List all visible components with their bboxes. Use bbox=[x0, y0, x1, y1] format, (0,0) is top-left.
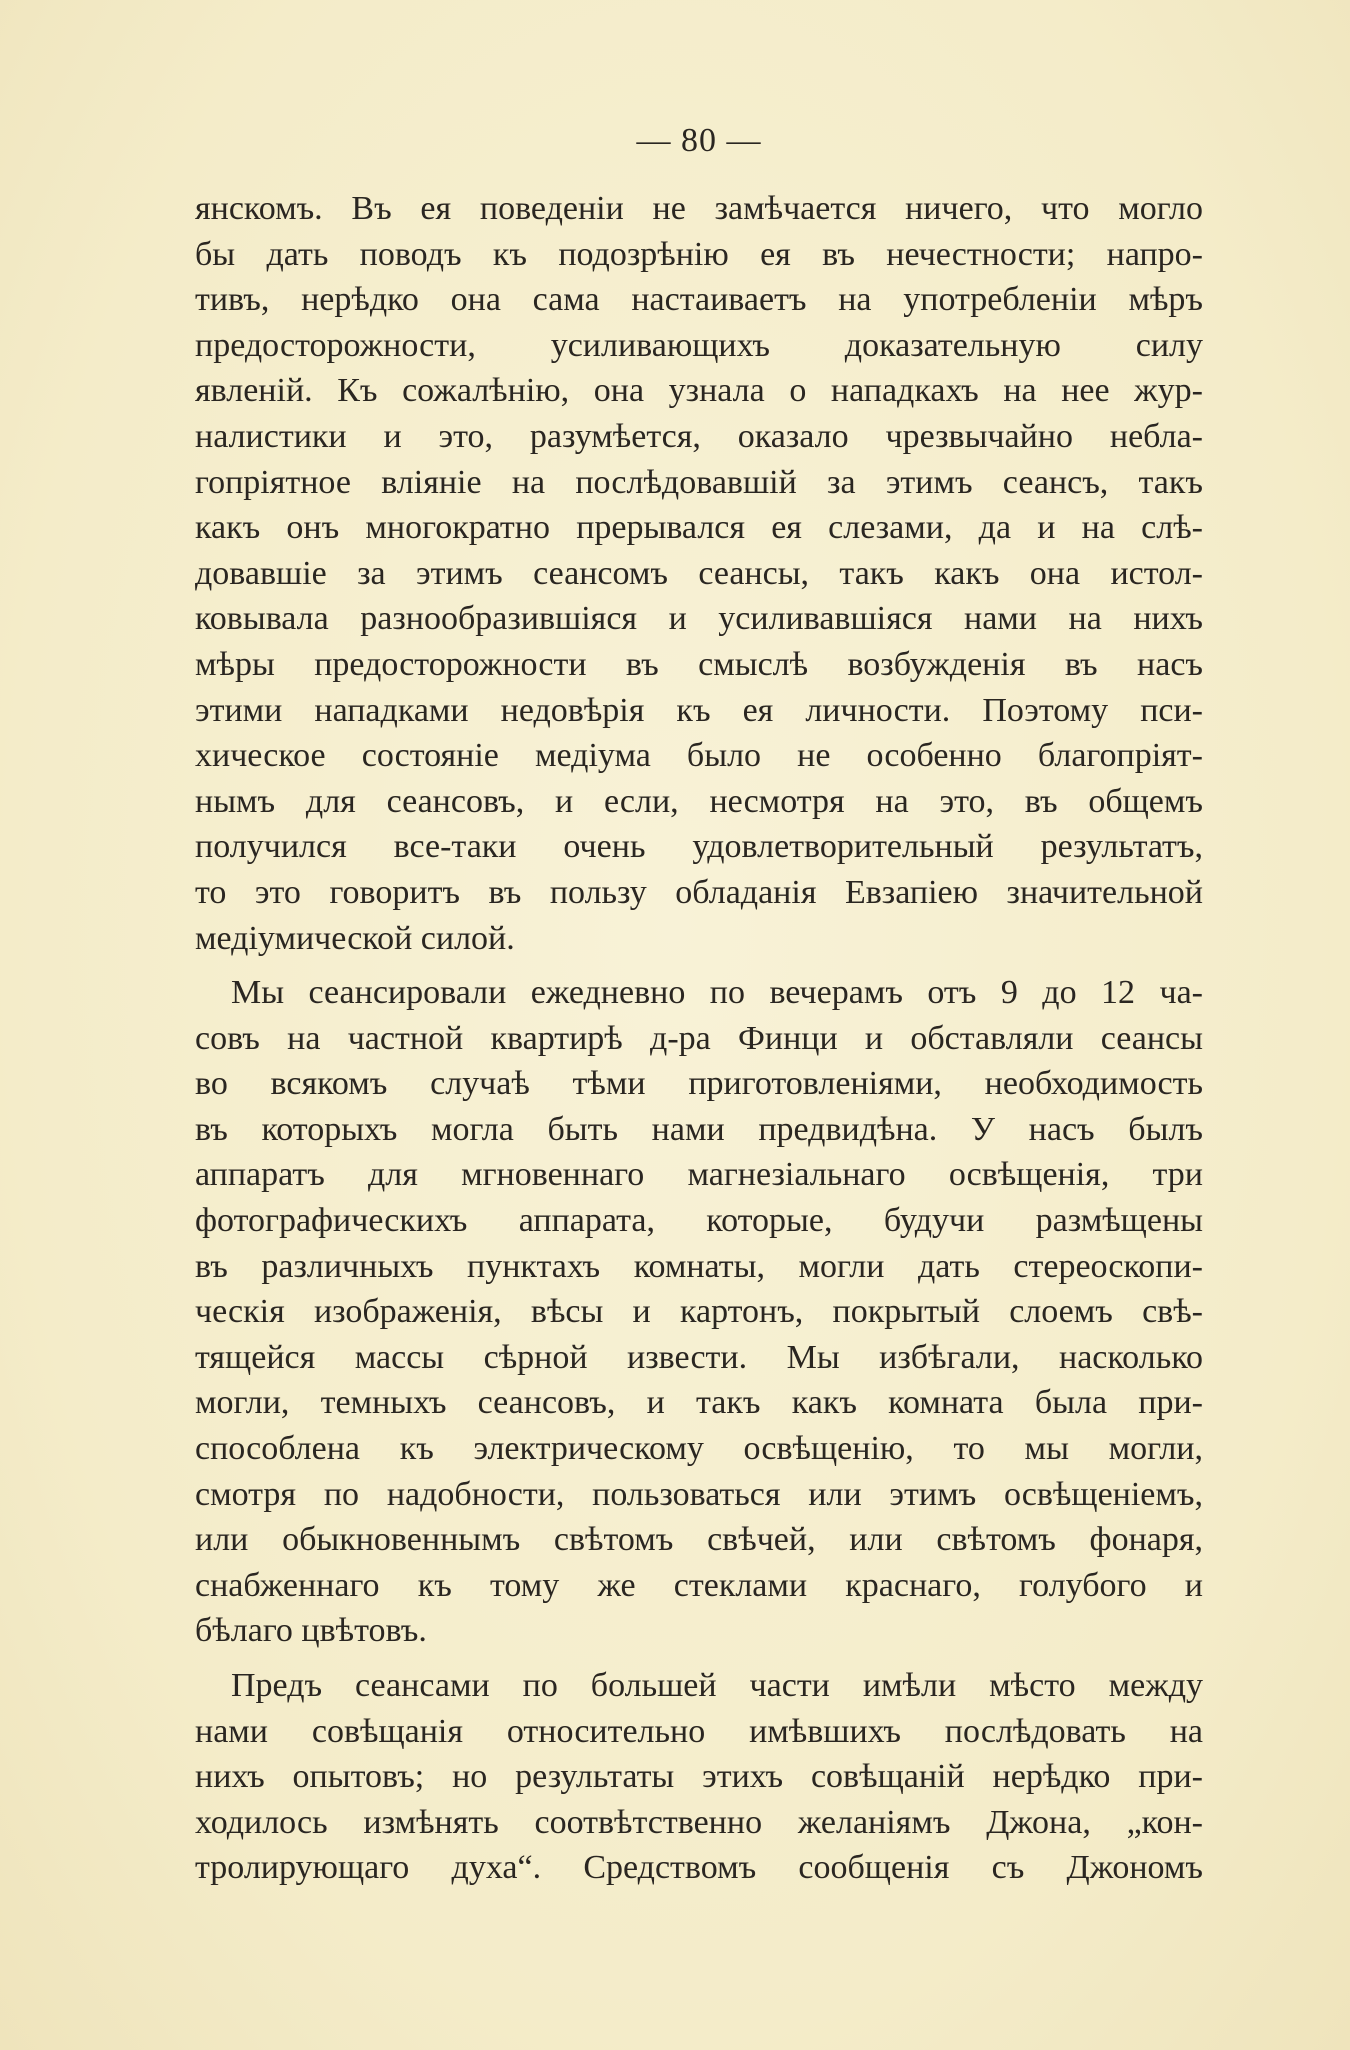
text-line: налистики и это, разумѣется, оказало чрезвычайно небла- bbox=[195, 417, 1203, 455]
text-line: аппаратъ для мгновеннаго магнезiальнаго освѣщенiя, три bbox=[195, 1156, 1203, 1194]
text-line: Мы сеансировали ежедневно по вечерамъ отъ 9 до 12 ча- bbox=[231, 974, 1203, 1012]
text-line: тящейся массы сѣрной извести. Мы избѣгали, насколько bbox=[195, 1338, 1203, 1376]
text-line: медiумической силой. bbox=[195, 919, 515, 957]
text-line: тролирующаго духа“. Средствомъ сообщенiя съ Джономъ bbox=[195, 1849, 1203, 1887]
paragraph-2 bbox=[195, 970, 1203, 1654]
book-page bbox=[195, 118, 1203, 1891]
text-line: Предъ сеансами по большей части имѣли мѣсто между bbox=[231, 1667, 1203, 1704]
text-line: совъ на частной квартирѣ д-ра Финци и обставляли сеансы bbox=[195, 1019, 1203, 1057]
text-line: нымъ для сеансовъ, и если, несмотря на это, въ общемъ bbox=[195, 782, 1203, 820]
text-line: то это говоритъ въ пользу обладанiя Евзапiею значительной bbox=[195, 873, 1203, 911]
text-line: бѣлаго цвѣтовъ. bbox=[195, 1612, 427, 1650]
text-line: способлена къ электрическому освѣщенiю, то мы могли, bbox=[195, 1430, 1203, 1468]
text-line: какъ онъ многократно прерывался ея слезами, да и на слѣ- bbox=[195, 509, 1203, 547]
text-line: нами совѣщанiя относительно имѣвшихъ послѣдовать на bbox=[195, 1712, 1203, 1750]
text-line: получился все-таки очень удовлетворительный результатъ, bbox=[195, 828, 1203, 866]
text-line: довавшiе за этимъ сеансомъ сеансы, такъ какъ она истол- bbox=[195, 554, 1203, 592]
text-line: во всякомъ случаѣ тѣми приготовленiями, необходимость bbox=[195, 1065, 1203, 1103]
text-line: предосторожности, усиливающихъ доказательную силу bbox=[195, 326, 1203, 364]
paragraph-gap bbox=[195, 1654, 1203, 1663]
text-line: мѣры предосторожности въ смыслѣ возбужденiя въ насъ bbox=[195, 645, 1203, 683]
text-line: снабженнаго къ тому же стеклами краснаго, голубого и bbox=[195, 1566, 1203, 1604]
text-line: янскомъ. Въ ея поведенiи не замѣчается ничего, что могло bbox=[195, 190, 1203, 227]
text-line: явленiй. Къ сожалѣнiю, она узнала о нападкахъ на нее жур- bbox=[195, 372, 1203, 410]
text-line: хическое состоянiе медiума было не особенно благопрiят- bbox=[195, 737, 1203, 775]
text-line: нихъ опытовъ; но результаты этихъ совѣщанiй нерѣдко при- bbox=[195, 1758, 1203, 1796]
paragraph-3 bbox=[195, 1663, 1203, 1891]
text-line: въ различныхъ пунктахъ комнаты, могли дать стереоскопи- bbox=[195, 1247, 1203, 1285]
text-line: ковывала разнообразившiяся и усиливавшiяся нами на нихъ bbox=[195, 600, 1203, 638]
text-line: ческiя изображенiя, вѣсы и картонъ, покрытый слоемъ свѣ- bbox=[195, 1293, 1203, 1331]
text-line: бы дать поводъ къ подозрѣнiю ея въ нечестности; напро- bbox=[195, 235, 1203, 273]
text-line: тивъ, нерѣдко она сама настаиваетъ на употребленiи мѣръ bbox=[195, 281, 1203, 319]
text-line: смотря по надобности, пользоваться или этимъ освѣщенiемъ, bbox=[195, 1475, 1203, 1513]
page-number: — 80 — bbox=[636, 122, 762, 159]
text-line: этими нападками недовѣрiя къ ея личности. Поэтому пси- bbox=[195, 691, 1203, 729]
text-line: гопрiятное влiянiе на послѣдовавшiй за этимъ сеансъ, такъ bbox=[195, 463, 1203, 501]
text-line: ходилось измѣнять соотвѣтственно желанiямъ Джона, „кон- bbox=[195, 1803, 1203, 1841]
text-line: или обыкновеннымъ свѣтомъ свѣчей, или свѣтомъ фонаря, bbox=[195, 1521, 1203, 1559]
paragraph-gap bbox=[195, 961, 1203, 970]
text-line: въ которыхъ могла быть нами предвидѣна. У насъ былъ bbox=[195, 1110, 1203, 1148]
text-line: фотографическихъ аппарата, которые, будучи размѣщены bbox=[195, 1202, 1203, 1240]
text-line: могли, темныхъ сеансовъ, и такъ какъ комната была при- bbox=[195, 1384, 1203, 1422]
paragraph-1 bbox=[195, 186, 1203, 961]
